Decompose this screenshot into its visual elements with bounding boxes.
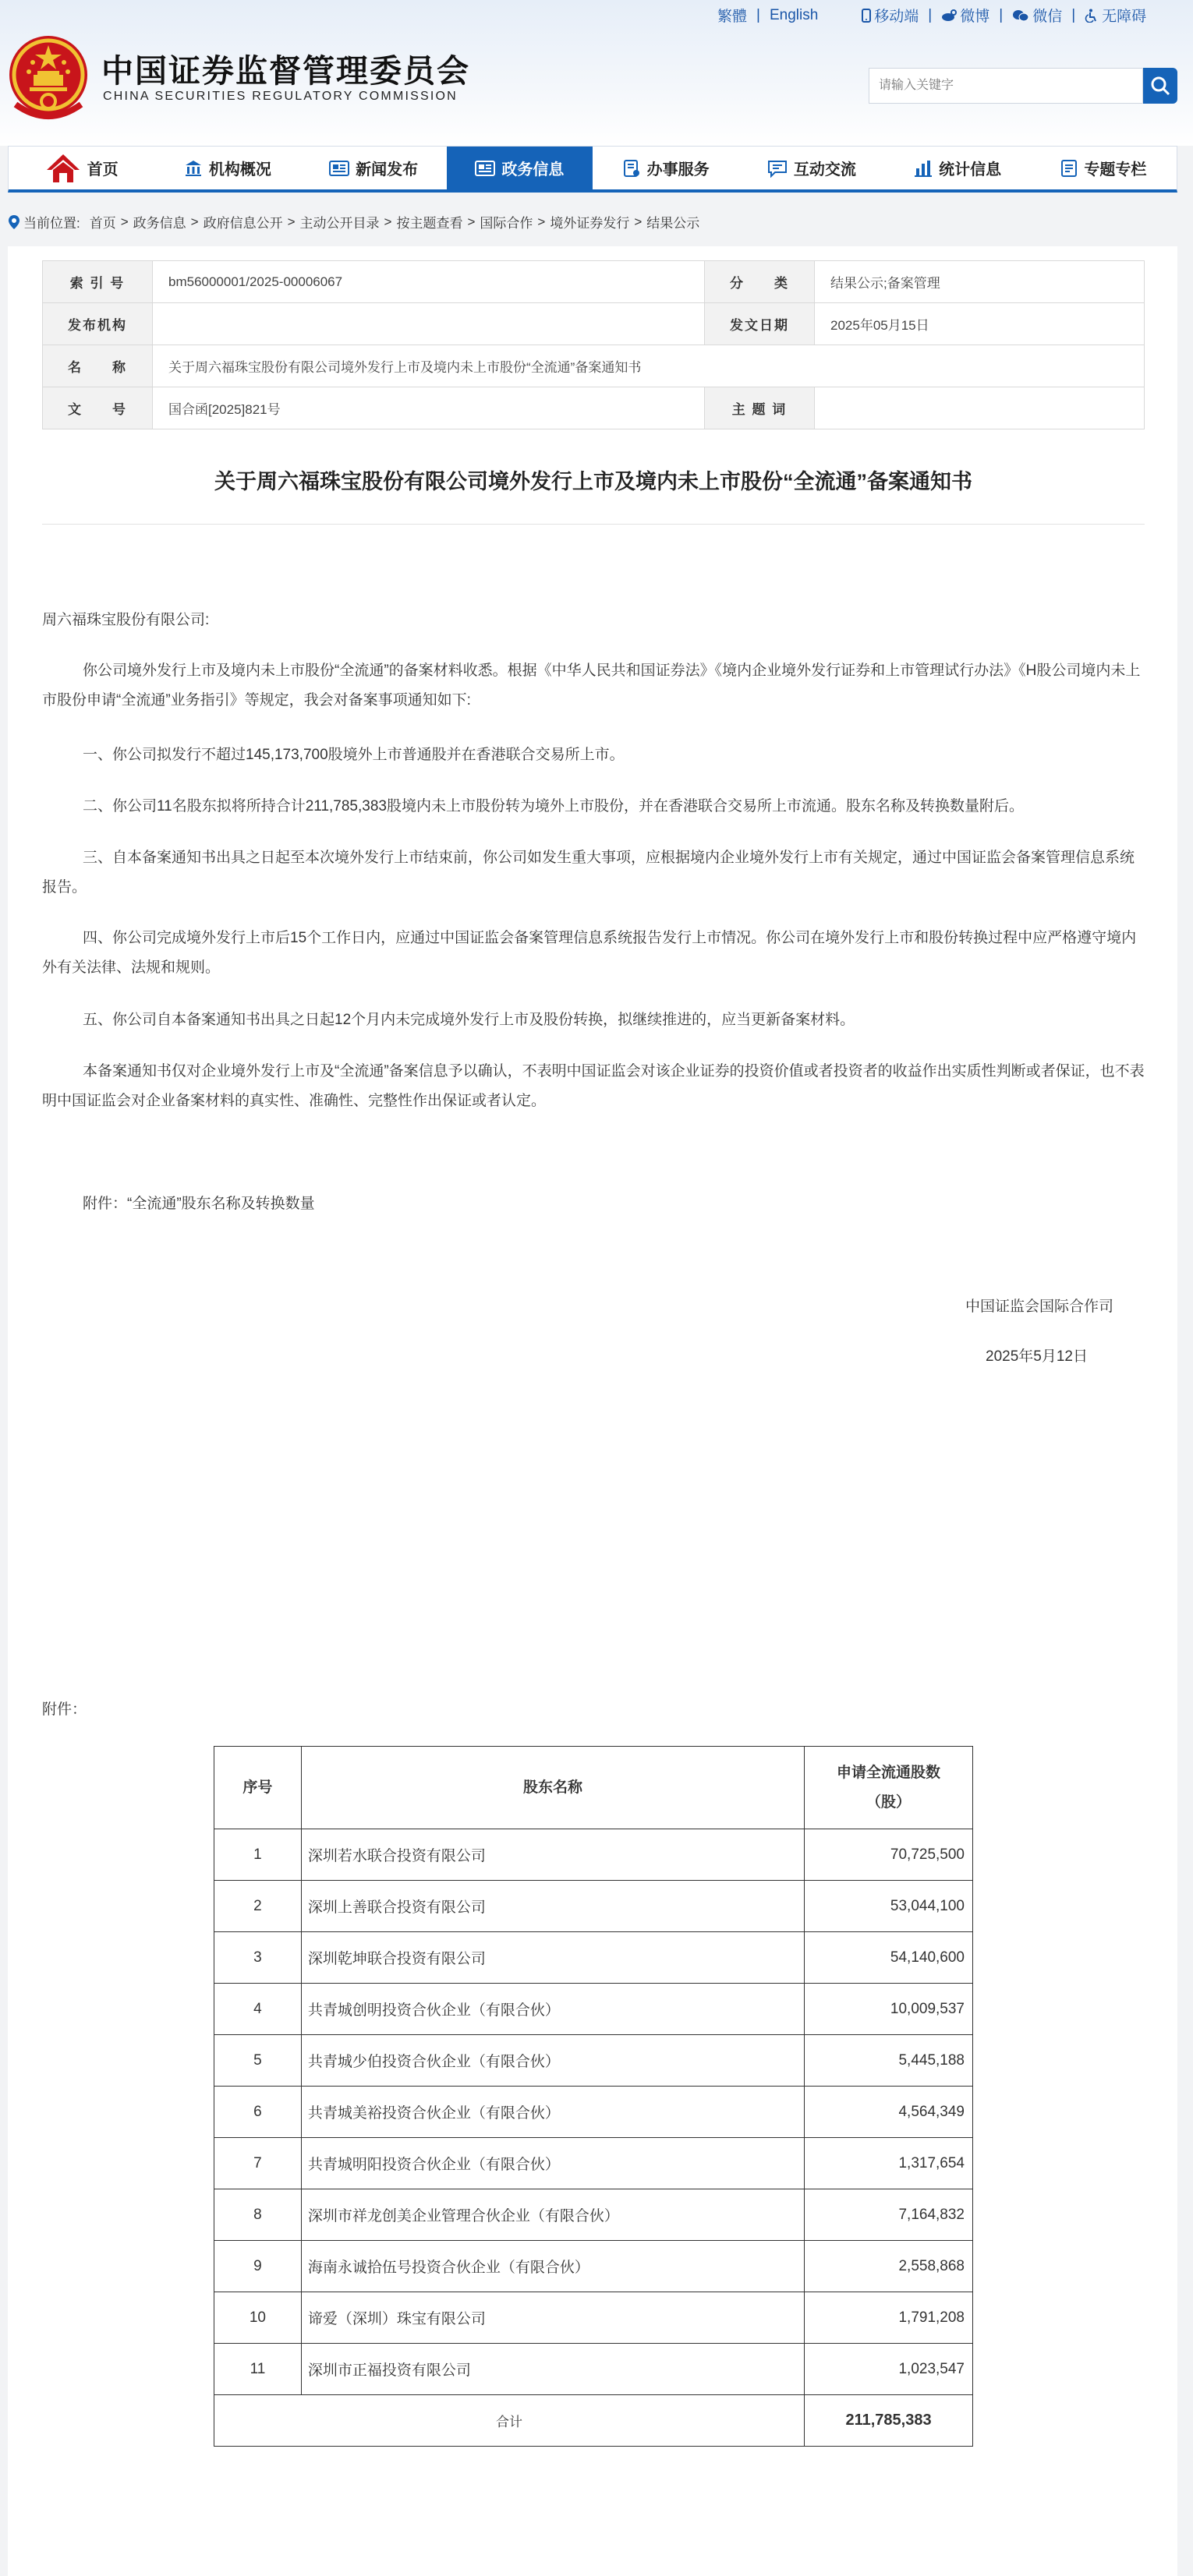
- breadcrumb-item[interactable]: 首页: [89, 216, 116, 231]
- row-no: 3: [214, 1932, 302, 1984]
- total-row: [214, 2395, 973, 2447]
- name-label: 名 称: [43, 345, 153, 387]
- paragraph-2: 一、你公司拟发行不超过145,173,700股境外上市普通股并在香港联合交易所上市。: [83, 747, 625, 763]
- table-row: [214, 1932, 973, 1984]
- row-name: 海南永诚拾伍号投资合伙企业（有限合伙）: [301, 2241, 804, 2292]
- nav-item-gov-info[interactable]: [447, 147, 593, 189]
- paragraph-7: 本备案通知书仅对企业境外发行上市及“全流通”备案信息予以确认，不表明中国证监会对该企业证券的投资价值或者投资者的收益作出实质性判断或者保证，也不表明中国证监会对企业备案材料的真实性、准确性、完整性作出保证或者认定。: [42, 1063, 1145, 1109]
- index-value: bm56000001/2025-00006067: [153, 261, 705, 303]
- wechat-label: 微信: [1032, 9, 1063, 25]
- nav-item-interaction[interactable]: [738, 147, 884, 189]
- news-icon: [329, 160, 349, 177]
- paragraph-5: 四、你公司完成境外发行上市后15个工作日内，应通过中国证监会备案管理信息系统报告发行上市情况。你公司在境外发行上市和股份转换过程中应严格遵守境内外有关法律、法规和规则。: [42, 930, 1137, 976]
- sign-date: 2025年5月12日: [986, 1348, 1088, 1365]
- category-label: 分 类: [705, 261, 815, 303]
- row-shares: 54,140,600: [805, 1932, 973, 1984]
- building-icon: [184, 159, 203, 178]
- row-name: 深圳若水联合投资有限公司: [301, 1829, 804, 1881]
- breadcrumb-item[interactable]: 国际合作: [480, 216, 533, 231]
- issuer-value: [153, 303, 705, 345]
- keywords-value: [815, 387, 1145, 429]
- table-row: [214, 2138, 973, 2189]
- keywords-label: 主 题 词: [705, 387, 815, 429]
- service-icon: [622, 159, 641, 178]
- row-name: 深圳市正福投资有限公司: [301, 2344, 804, 2395]
- table-row: [214, 2087, 973, 2138]
- row-no: 6: [214, 2087, 302, 2138]
- attachment-note: 附件：“全流通”股东名称及转换数量: [83, 1196, 315, 1212]
- table-row: [214, 2344, 973, 2395]
- search-icon: [1150, 76, 1170, 96]
- row-shares: 4,564,349: [805, 2087, 973, 2138]
- row-no: 11: [214, 2344, 302, 2395]
- gov-info-icon: [475, 160, 495, 177]
- breadcrumb-item[interactable]: 结果公示: [646, 216, 700, 231]
- row-shares: 5,445,188: [805, 2035, 973, 2087]
- row-no: 4: [214, 1984, 302, 2035]
- total-value: 211,785,383: [805, 2395, 973, 2447]
- breadcrumb-item[interactable]: 按主题查看: [396, 216, 463, 231]
- col-header-shares-line2: （股）: [866, 1793, 912, 1811]
- date-value: 2025年05月15日: [815, 303, 1145, 345]
- site-subtitle: CHINA SECURITIES REGULATORY COMMISSION: [103, 90, 458, 103]
- index-label: 索 引 号: [43, 261, 153, 303]
- site-header: [0, 0, 1193, 146]
- breadcrumb-prefix: 当前位置:: [23, 216, 80, 231]
- house-icon: [45, 153, 81, 184]
- topic-icon: [1060, 159, 1078, 178]
- breadcrumb-item[interactable]: 境外证券发行: [550, 216, 630, 231]
- location-pin-icon: [8, 214, 20, 230]
- signer: 中国证监会国际合作司: [965, 1299, 1114, 1315]
- row-shares: 70,725,500: [805, 1829, 973, 1881]
- row-name: 深圳乾坤联合投资有限公司: [301, 1932, 804, 1984]
- row-no: 10: [214, 2292, 302, 2344]
- nav-label: 互动交流: [793, 161, 856, 178]
- nav-label: 新闻发布: [356, 161, 419, 178]
- docno-value: 国合函[2025]821号: [153, 387, 705, 429]
- title-divider: [42, 524, 1145, 525]
- weibo-label: 微博: [960, 9, 990, 25]
- issuer-label: 发布机构: [43, 303, 153, 345]
- accessibility-link[interactable]: [1085, 5, 1146, 26]
- nav-label: 统计信息: [939, 161, 1002, 178]
- name-value: 关于周六福珠宝股份有限公司境外发行上市及境内未上市股份“全流通”备案通知书: [153, 345, 1145, 387]
- nav-label: 专题专栏: [1084, 161, 1147, 178]
- chat-icon: [767, 159, 788, 178]
- table-row: [214, 2241, 973, 2292]
- row-name: 共青城明阳投资合伙企业（有限合伙）: [301, 2138, 804, 2189]
- nav-item-service[interactable]: [593, 147, 738, 189]
- weibo-link[interactable]: [941, 5, 989, 26]
- row-no: 5: [214, 2035, 302, 2087]
- link-divider: |: [756, 6, 760, 23]
- stats-icon: [914, 159, 933, 178]
- english-link[interactable]: English: [769, 6, 819, 23]
- row-name: 共青城美裕投资合伙企业（有限合伙）: [301, 2087, 804, 2138]
- mobile-link[interactable]: [862, 5, 919, 26]
- row-shares: 10,009,537: [805, 1984, 973, 2035]
- paragraph-1: 你公司境外发行上市及境内未上市股份“全流通”的备案材料收悉。根据《中华人民共和国证券法》《境内企业境外发行证券和上市管理试行办法》《H股公司境内未上市股份申请“全流通”业务指引》等规定，我会对备案事项通知如下:: [42, 663, 1141, 708]
- site-title: 中国证券监督管理委员会: [101, 53, 470, 89]
- nav-label: 首页: [87, 161, 119, 178]
- top-links: 繁體 | English 移动端 | 微博 | 微信 | 无障碍: [717, 5, 1146, 26]
- row-name: 深圳市祥龙创美企业管理合伙企业（有限合伙）: [301, 2189, 804, 2241]
- row-shares: 7,164,832: [805, 2189, 973, 2241]
- document-title: 关于周六福珠宝股份有限公司境外发行上市及境内未上市股份“全流通”备案通知书: [214, 470, 972, 493]
- nav-item-stats[interactable]: [885, 147, 1031, 189]
- mobile-label: 移动端: [874, 9, 919, 25]
- row-name: 谛爱（深圳）珠宝有限公司: [301, 2292, 804, 2344]
- row-no: 7: [214, 2138, 302, 2189]
- row-no: 8: [214, 2189, 302, 2241]
- table-row: [214, 2035, 973, 2087]
- docno-label: 文 号: [43, 387, 153, 429]
- row-name: 深圳上善联合投资有限公司: [301, 1881, 804, 1932]
- category-value: 结果公示;备案管理: [815, 261, 1145, 303]
- nav-item-topics[interactable]: [1031, 147, 1177, 189]
- wechat-icon: [1012, 9, 1029, 22]
- breadcrumb-item[interactable]: 政府信息公开: [203, 216, 283, 231]
- table-row: [214, 1829, 973, 1881]
- nav-item-news[interactable]: [301, 147, 447, 189]
- col-header-no: 序号: [214, 1747, 302, 1829]
- traditional-link[interactable]: 繁體: [717, 9, 748, 25]
- table-row: [214, 2292, 973, 2344]
- paragraph-6: 五、你公司自本备案通知书出具之日起12个月内未完成境外发行上市及股份转换，拟继续推进的，应当更新备案材料。: [83, 1012, 855, 1028]
- shareholder-table: [214, 1746, 973, 2447]
- row-name: 共青城创明投资合伙企业（有限合伙）: [301, 1984, 804, 2035]
- table-row: [214, 1984, 973, 2035]
- row-shares: 1,023,547: [805, 2344, 973, 2395]
- nav-item-home[interactable]: [9, 147, 154, 189]
- row-shares: 53,044,100: [805, 1881, 973, 1932]
- nav-label: 政务信息: [501, 161, 565, 178]
- date-label: 发文日期: [705, 303, 815, 345]
- paragraph-4: 三、自本备案通知书出具之日起至本次境外发行上市结束前，你公司如发生重大事项，应根据境内企业境外发行上市有关规定，通过中国证监会备案管理信息系统报告。: [42, 850, 1135, 896]
- row-no: 9: [214, 2241, 302, 2292]
- nav-label: 机构概况: [208, 161, 271, 178]
- salutation: 周六福珠宝股份有限公司:: [42, 612, 210, 628]
- breadcrumb-item[interactable]: 主动公开目录: [299, 216, 380, 231]
- col-header-shares: [805, 1747, 973, 1829]
- total-label: 合计: [214, 2395, 805, 2447]
- row-no: 2: [214, 1881, 302, 1932]
- row-shares: 1,791,208: [805, 2292, 973, 2344]
- search-button[interactable]: [1143, 68, 1177, 104]
- weibo-icon: [941, 9, 957, 22]
- attachment-label: 附件：: [42, 1701, 87, 1718]
- table-row: [214, 1881, 973, 1932]
- mobile-icon: [862, 9, 871, 23]
- accessibility-icon: [1085, 9, 1099, 23]
- row-shares: 1,317,654: [805, 2138, 973, 2189]
- nav-label: 办事服务: [646, 161, 710, 178]
- paragraph-3: 二、你公司11名股东拟将所持合计211,785,383股境内未上市股份转为境外上市股份，并在香港联合交易所上市流通。股东名称及转换数量附后。: [83, 798, 1024, 814]
- breadcrumb: 当前位置: 首页 > 政务信息 > 政府信息公开 > 主动公开目录 > 按主题查看 > 国际合作 > 境外证券发行 > 结果公示: [8, 212, 699, 231]
- table-row: [214, 2189, 973, 2241]
- row-shares: 2,558,868: [805, 2241, 973, 2292]
- main-nav: [8, 146, 1177, 193]
- wechat-link[interactable]: [1012, 5, 1062, 26]
- nav-item-about[interactable]: [154, 147, 300, 189]
- article-content: [8, 246, 1177, 2576]
- col-header-shares-line1: 申请全流通股数: [837, 1764, 941, 1781]
- row-name: 共青城少伯投资合伙企业（有限合伙）: [301, 2035, 804, 2087]
- accessibility-label: 无障碍: [1102, 9, 1147, 25]
- search-box: [869, 68, 1143, 104]
- row-no: 1: [214, 1829, 302, 1881]
- search-input[interactable]: [869, 69, 1142, 103]
- breadcrumb-item[interactable]: 政务信息: [133, 216, 186, 231]
- national-emblem-icon: [8, 34, 89, 120]
- metadata-table: [42, 260, 1145, 429]
- col-header-name: 股东名称: [301, 1747, 804, 1829]
